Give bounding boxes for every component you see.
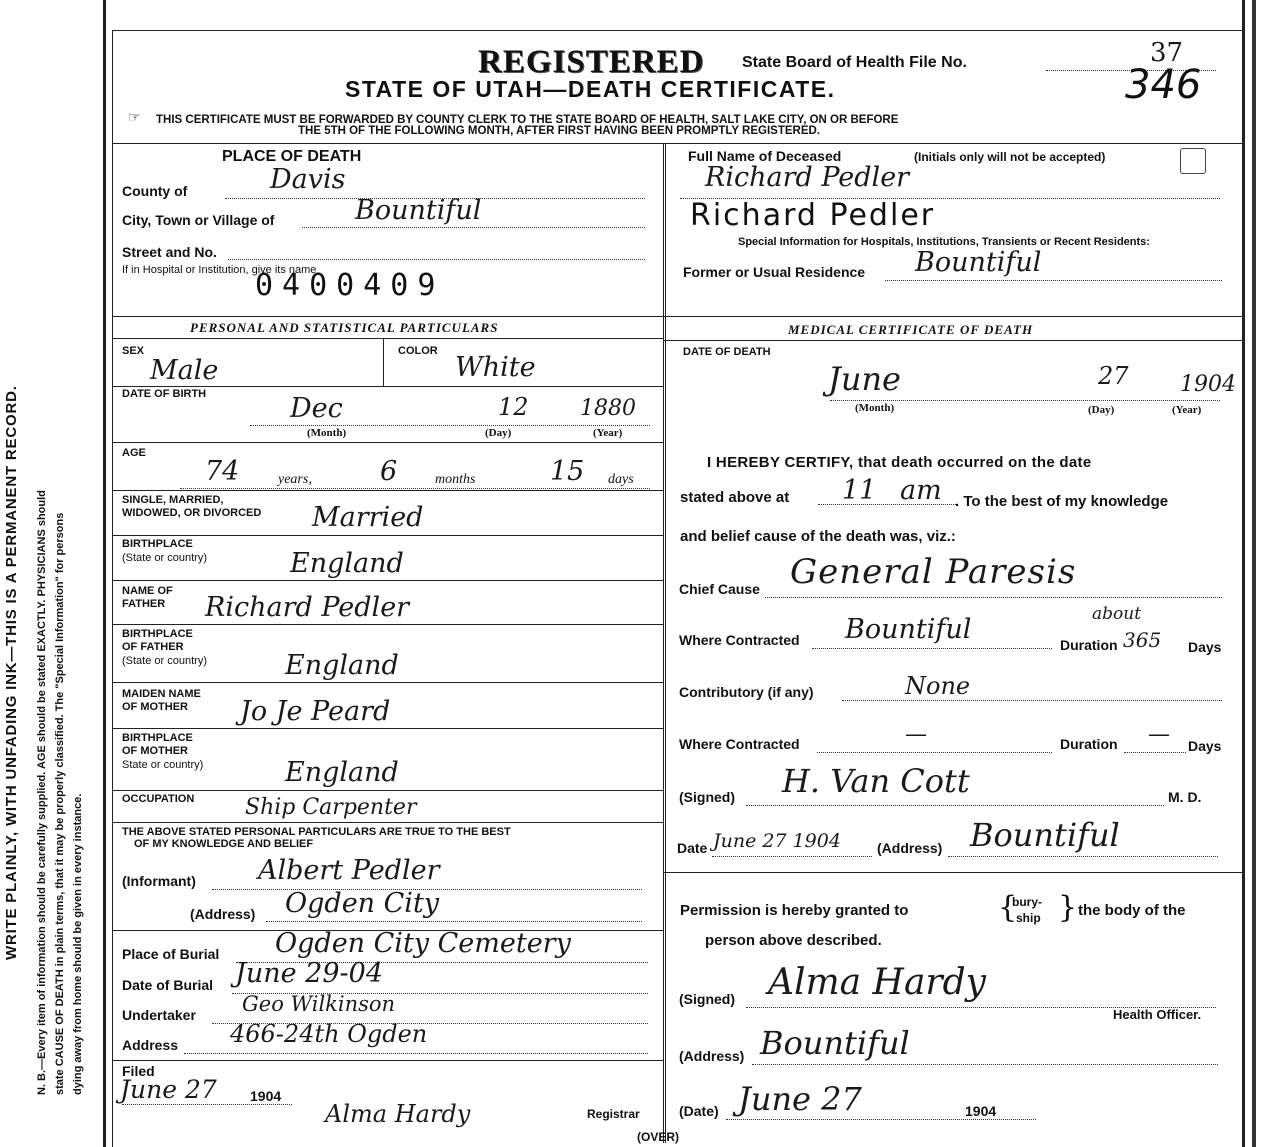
certificate-number: 0400409 bbox=[255, 268, 445, 303]
dod-day: 27 bbox=[1098, 362, 1129, 390]
sign-date-label: Date bbox=[677, 840, 708, 856]
duration-value-1: 365 bbox=[1123, 628, 1162, 652]
color-value: White bbox=[455, 352, 536, 383]
filed-label: Filed bbox=[122, 1063, 155, 1079]
mother-bp-label-3: State or country) bbox=[122, 759, 204, 771]
physician-signature: H. Van Cott bbox=[782, 762, 970, 800]
fullname-note: (Initials only will not be accepted) bbox=[914, 150, 1106, 164]
place-of-death-heading: PLACE OF DEATH bbox=[222, 148, 362, 165]
age-days: 15 bbox=[550, 456, 585, 487]
burial-place-value: Ogden City Cemetery bbox=[275, 928, 571, 959]
file-number: 346 bbox=[1125, 62, 1202, 108]
dod-month-caption: (Month) bbox=[855, 402, 895, 414]
certify-line-3: and belief cause of the death was, viz.: bbox=[680, 528, 956, 545]
sex-value: Male bbox=[150, 355, 219, 386]
father-bp-value: England bbox=[285, 650, 399, 681]
county-label: County of bbox=[122, 183, 188, 199]
physician-address-value: Bountiful bbox=[970, 816, 1120, 854]
dob-day-caption: (Day) bbox=[485, 427, 512, 439]
medical-heading: MEDICAL CERTIFICATE OF DEATH bbox=[788, 322, 1034, 337]
final-date-value: June 27 bbox=[738, 1080, 862, 1118]
contributory-label: Contributory (if any) bbox=[679, 684, 814, 700]
about-note: about bbox=[1092, 604, 1142, 624]
registrar-signature: Alma Hardy bbox=[325, 1100, 471, 1128]
duration-label-1: Duration bbox=[1060, 637, 1118, 653]
nb-side-text-2: state CAUSE OF DEATH in plain terms, that it may be properly classified. The "Special Information" for persons bbox=[54, 512, 66, 1095]
brace-left-icon: { bbox=[998, 890, 1018, 925]
days-caption: days bbox=[608, 472, 634, 487]
attest-line-1: THE ABOVE STATED PERSONAL PARTICULARS ARE TRUE TO THE BEST bbox=[122, 826, 511, 838]
checkbox-icon bbox=[1180, 148, 1206, 174]
birthplace-label-2: (State or country) bbox=[122, 552, 207, 564]
where-contracted-value-2: — bbox=[905, 722, 927, 747]
registrar-label: Registrar bbox=[587, 1107, 640, 1121]
father-bp-label-1: BIRTHPLACE bbox=[122, 628, 193, 640]
dob-month-caption: (Month) bbox=[307, 427, 347, 439]
occupation-label: OCCUPATION bbox=[122, 793, 195, 805]
burial-address-value: 466-24th Ogden bbox=[230, 1020, 428, 1048]
officer-address-label: (Address) bbox=[679, 1048, 745, 1064]
where-contracted-value-1: Bountiful bbox=[845, 614, 972, 645]
filed-date: June 27 bbox=[120, 1075, 217, 1104]
officer-address-value: Bountiful bbox=[760, 1024, 910, 1062]
where-contracted-label-2: Where Contracted bbox=[679, 736, 800, 752]
dod-label: DATE OF DEATH bbox=[683, 346, 771, 358]
informant-address-label: (Address) bbox=[190, 906, 256, 922]
color-label: COLOR bbox=[398, 345, 438, 357]
deceased-name-handwritten: Richard Pedler bbox=[705, 162, 910, 193]
dod-month: June bbox=[828, 360, 901, 398]
death-ampm: am bbox=[900, 475, 942, 506]
county-value: Davis bbox=[270, 164, 346, 195]
file-number-label: State Board of Health File No. bbox=[742, 54, 967, 71]
undertaker-label: Undertaker bbox=[122, 1007, 196, 1023]
father-label-2: FATHER bbox=[122, 598, 166, 610]
dob-year: 1880 bbox=[580, 396, 636, 421]
over-note: (OVER) bbox=[637, 1130, 679, 1144]
filed-year: 1904 bbox=[250, 1088, 282, 1104]
deceased-name-print: Richard Pedler bbox=[690, 198, 936, 233]
fullname-label: Full Name of Deceased bbox=[688, 148, 842, 164]
attest-line-2: OF MY KNOWLEDGE AND BELIEF bbox=[134, 838, 314, 850]
brace-right-icon: } bbox=[1058, 890, 1078, 925]
dob-year-caption: (Year) bbox=[593, 427, 623, 439]
burial-date-value: June 29-04 bbox=[235, 958, 383, 989]
final-date-label: (Date) bbox=[679, 1103, 719, 1119]
personal-heading: PERSONAL AND STATISTICAL PARTICULARS bbox=[190, 320, 499, 335]
residence-value: Bountiful bbox=[915, 247, 1042, 278]
occupation-value: Ship Carpenter bbox=[245, 795, 417, 820]
certify-line-2a: stated above at bbox=[680, 489, 790, 506]
duration-label-2: Duration bbox=[1060, 736, 1118, 752]
burial-date-label: Date of Burial bbox=[122, 977, 214, 993]
chief-cause-label: Chief Cause bbox=[679, 581, 760, 597]
mother-bp-value: England bbox=[285, 757, 399, 788]
nb-side-text-1: N. B.—Every item of information should be carefully supplied. AGE should be stated EXACTLY. PHYSICIANS should bbox=[36, 490, 48, 1095]
officer-signature: Alma Hardy bbox=[768, 962, 987, 1003]
officer-label: Health Officer. bbox=[1113, 1007, 1202, 1022]
nb-side-text-3: dying away from home should be given in every instance. bbox=[72, 793, 84, 1095]
birthplace-value: England bbox=[290, 548, 404, 579]
burial-place-label: Place of Burial bbox=[122, 946, 220, 962]
informant-value: Albert Pedler bbox=[258, 855, 440, 886]
certify-line-1: I HEREBY CERTIFY, that death occurred on the date bbox=[707, 454, 1092, 471]
dod-day-caption: (Day) bbox=[1088, 404, 1115, 416]
days-label-1: Days bbox=[1188, 639, 1222, 655]
age-years: 74 bbox=[205, 456, 240, 487]
city-value: Bountiful bbox=[355, 195, 482, 226]
marital-label-1: SINGLE, MARRIED, bbox=[122, 494, 224, 506]
where-contracted-label-1: Where Contracted bbox=[679, 632, 800, 648]
years-caption: years, bbox=[278, 472, 312, 487]
informant-label: (Informant) bbox=[122, 873, 196, 889]
notice-line-1: THIS CERTIFICATE MUST BE FORWARDED BY COUNTY CLERK TO THE STATE BOARD OF HEALTH, SALT LAKE CITY, ON OR BEFORE bbox=[156, 114, 899, 126]
write-plainly-side-text: WRITE PLAINLY, WITH UNFADING INK—THIS IS A PERMANENT RECORD. bbox=[3, 385, 20, 960]
age-label: AGE bbox=[122, 447, 146, 459]
certificate-title: STATE OF UTAH—DEATH CERTIFICATE. bbox=[345, 76, 836, 102]
birthplace-label-1: BIRTHPLACE bbox=[122, 538, 193, 550]
file-number-top: 37 bbox=[1150, 38, 1184, 68]
residence-label: Former or Usual Residence bbox=[683, 264, 866, 280]
father-bp-label-2: OF FATHER bbox=[122, 641, 184, 653]
mother-value: Jo Je Peard bbox=[240, 696, 391, 727]
burial-address-label: Address bbox=[122, 1037, 179, 1053]
dod-year-caption: (Year) bbox=[1172, 404, 1202, 416]
bury-option: bury- bbox=[1012, 895, 1042, 909]
dob-label: DATE OF BIRTH bbox=[122, 388, 207, 400]
sign-date-value: June 27 1904 bbox=[713, 830, 841, 852]
special-info-label: Special Information for Hospitals, Institutions, Transients or Recent Residents: bbox=[738, 236, 1150, 248]
death-time: 11 bbox=[842, 475, 877, 506]
hospital-label: If in Hospital or Institution, give its name bbox=[122, 264, 317, 276]
notice-line-2: THE 5TH OF THE FOLLOWING MONTH, AFTER FIRST HAVING BEEN PROMPTLY REGISTERED. bbox=[298, 125, 820, 137]
mother-bp-label-2: OF MOTHER bbox=[122, 745, 188, 757]
street-label: Street and No. bbox=[122, 244, 217, 260]
officer-signed-label: (Signed) bbox=[679, 991, 735, 1007]
final-year-value: 1904 bbox=[965, 1103, 997, 1119]
father-bp-label-3: (State or country) bbox=[122, 655, 207, 667]
dob-month: Dec bbox=[290, 393, 343, 424]
mother-bp-label-1: BIRTHPLACE bbox=[122, 732, 193, 744]
signed-label: (Signed) bbox=[679, 789, 735, 805]
chief-cause-value: General Paresis bbox=[790, 552, 1077, 592]
contributory-value: None bbox=[905, 672, 971, 700]
father-label-1: NAME OF bbox=[122, 585, 173, 597]
permission-line-1a: Permission is hereby granted to bbox=[680, 902, 909, 919]
dob-day: 12 bbox=[498, 393, 529, 421]
mother-label-1: MAIDEN NAME bbox=[122, 688, 201, 700]
physician-address-label: (Address) bbox=[877, 840, 943, 856]
permission-line-2: person above described. bbox=[705, 932, 882, 949]
duration-value-2: — bbox=[1148, 722, 1170, 747]
marital-value: Married bbox=[312, 502, 424, 533]
hand-pointer-icon: ☞ bbox=[128, 109, 141, 125]
months-caption: months bbox=[435, 472, 476, 487]
sex-label: SEX bbox=[122, 345, 145, 357]
ship-option: ship bbox=[1016, 911, 1041, 925]
informant-address-value: Ogden City bbox=[285, 888, 440, 919]
undertaker-value: Geo Wilkinson bbox=[242, 992, 396, 1016]
father-value: Richard Pedler bbox=[205, 592, 410, 623]
registered-stamp: REGISTERED bbox=[478, 44, 705, 80]
certify-line-2b: . To the best of my knowledge bbox=[955, 493, 1169, 510]
marital-label-2: WIDOWED, OR DIVORCED bbox=[122, 507, 262, 519]
dod-year: 1904 bbox=[1180, 372, 1236, 397]
age-months: 6 bbox=[380, 456, 398, 487]
permission-line-1b: the body of the bbox=[1078, 902, 1186, 919]
city-label: City, Town or Village of bbox=[122, 212, 275, 228]
days-label-2: Days bbox=[1188, 738, 1222, 754]
md-label: M. D. bbox=[1168, 789, 1202, 805]
mother-label-2: OF MOTHER bbox=[122, 701, 188, 713]
